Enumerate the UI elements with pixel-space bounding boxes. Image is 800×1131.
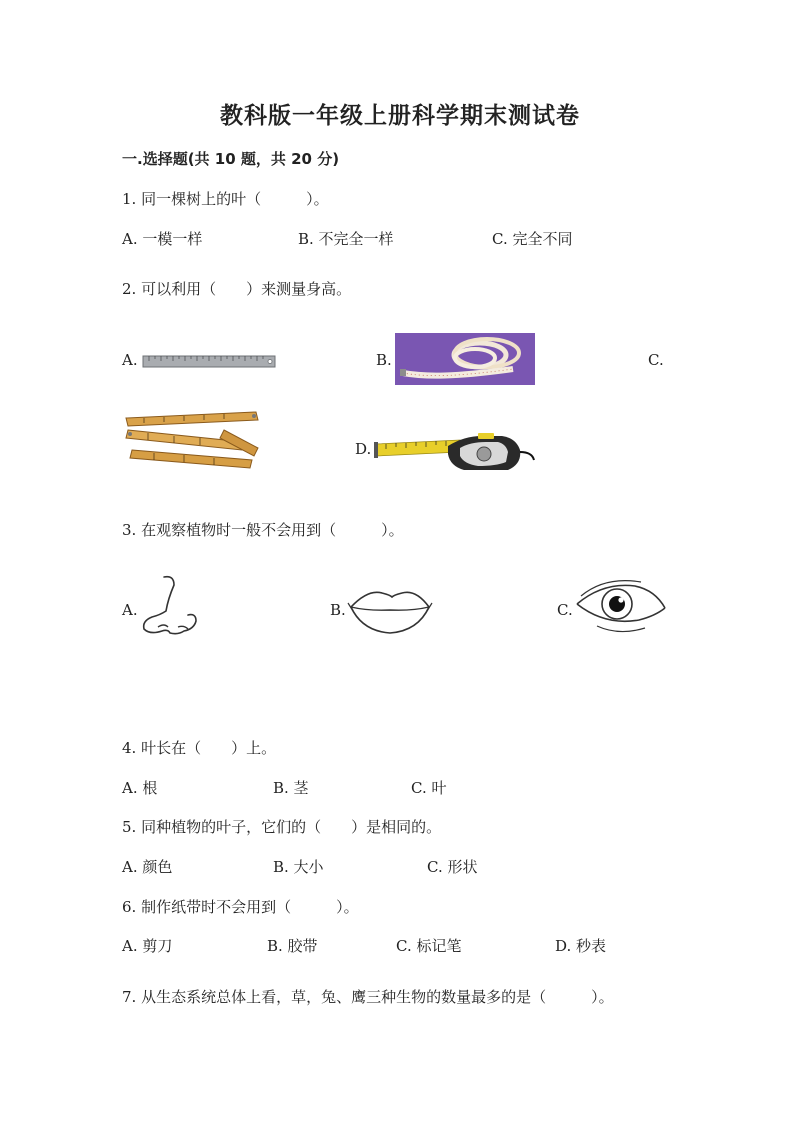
eye-image — [575, 580, 667, 636]
question-2-option-d[interactable]: D. — [355, 440, 372, 458]
question-5-option-c[interactable]: C. 形状 — [427, 858, 478, 876]
tape-measure-image — [374, 430, 536, 474]
page-title: 教科版一年级上册科学期末测试卷 — [220, 103, 580, 129]
question-3-option-a[interactable]: A. — [122, 601, 138, 619]
steel-ruler-image — [143, 355, 277, 369]
question-1-stem: 1. 同一棵树上的叶（ ）。 — [122, 190, 329, 208]
soft-tape-measure-image — [395, 333, 535, 385]
question-3-option-c[interactable]: C. — [557, 601, 573, 619]
question-1-option-b[interactable]: B. 不完全一样 — [298, 230, 394, 248]
question-4-option-a[interactable]: A. 根 — [122, 779, 158, 797]
question-4-option-c[interactable]: C. 叶 — [411, 779, 447, 797]
question-1-option-a[interactable]: A. 一模一样 — [122, 230, 203, 248]
question-2-option-a[interactable]: A. — [122, 351, 138, 369]
question-5-option-b[interactable]: B. 大小 — [273, 858, 324, 876]
question-2-option-c[interactable]: C. — [648, 351, 664, 369]
question-2-option-b[interactable]: B. — [376, 351, 392, 369]
question-5-option-a[interactable]: A. 颜色 — [122, 858, 173, 876]
question-2-stem: 2. 可以利用（ ）来测量身高。 — [122, 280, 352, 298]
question-6-option-d[interactable]: D. 秒表 — [555, 937, 607, 955]
section-heading: 一.选择题(共 10 题，共 20 分) — [122, 150, 340, 168]
question-3-stem: 3. 在观察植物时一般不会用到（ ）。 — [122, 521, 404, 539]
question-4-option-b[interactable]: B. 茎 — [273, 779, 309, 797]
question-1-option-c[interactable]: C. 完全不同 — [492, 230, 573, 248]
question-6-stem: 6. 制作纸带时不会用到（ ）。 — [122, 898, 359, 916]
folding-ruler-image — [124, 410, 260, 475]
question-3-option-b[interactable]: B. — [330, 601, 346, 619]
mouth-image — [348, 583, 432, 635]
question-5-stem: 5. 同种植物的叶子，它们的（ ）是相同的。 — [122, 818, 442, 836]
question-6-option-b[interactable]: B. 胶带 — [267, 937, 318, 955]
question-4-stem: 4. 叶长在（ ）上。 — [122, 739, 277, 757]
question-7-stem: 7. 从生态系统总体上看，草，兔、鹰三种生物的数量最多的是（ ）。 — [122, 988, 614, 1006]
question-6-option-a[interactable]: A. 剪刀 — [122, 937, 173, 955]
nose-image — [138, 575, 200, 637]
question-6-option-c[interactable]: C. 标记笔 — [396, 937, 462, 955]
